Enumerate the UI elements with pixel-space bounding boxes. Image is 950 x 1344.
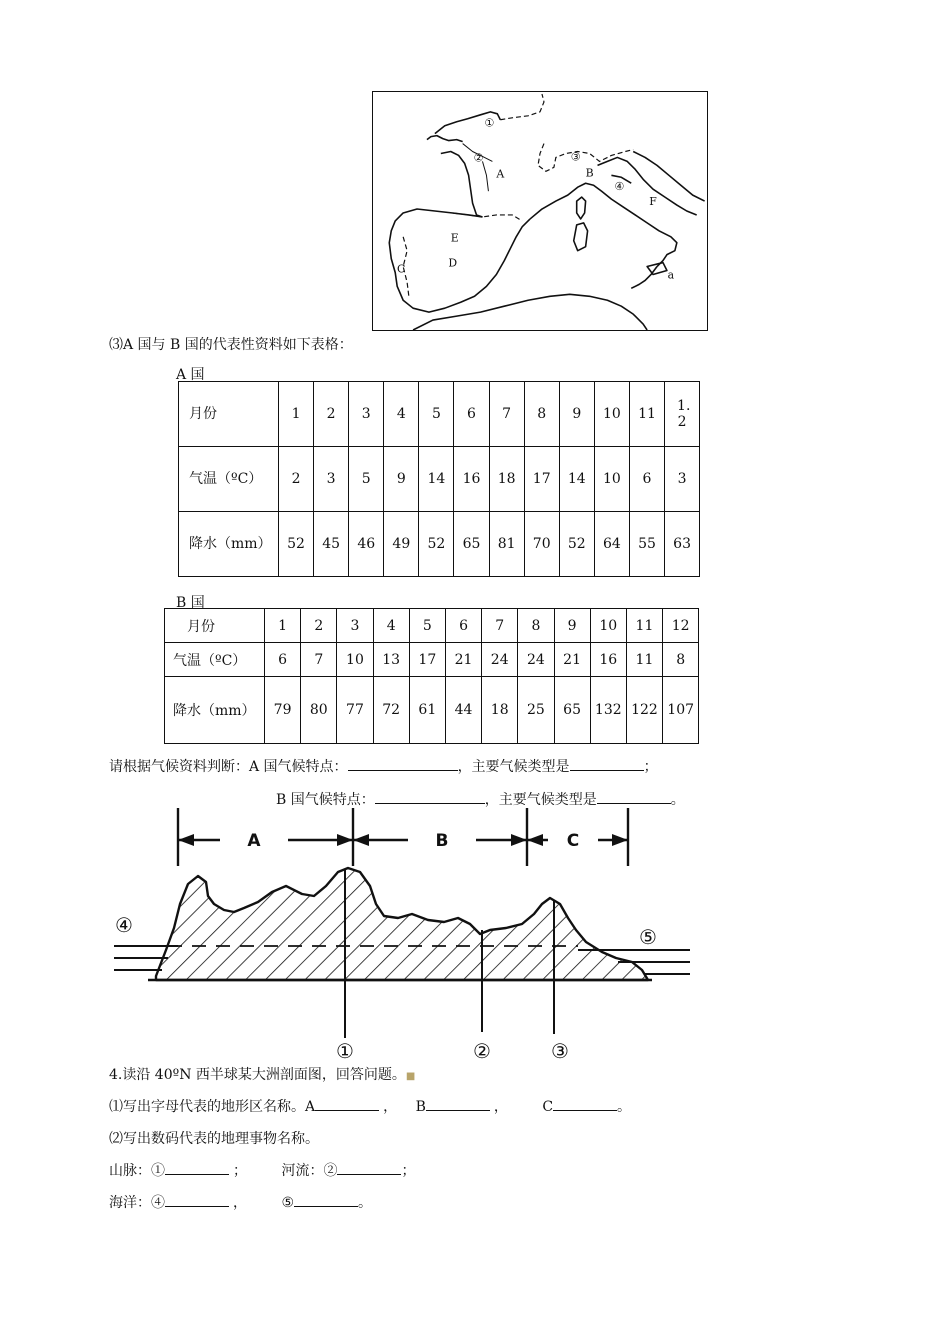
table-b-precip-cell: 18 — [482, 677, 518, 744]
table-b-precip-cell: 25 — [518, 677, 554, 744]
table-b-temp-cell: 17 — [409, 643, 445, 677]
map-label-1: ① — [484, 116, 495, 130]
table-b-month-cell: 8 — [518, 609, 554, 643]
q4-label-b: B — [415, 1099, 426, 1115]
table-a-precip-cell: 65 — [454, 512, 489, 577]
ocean-blank-4[interactable] — [165, 1192, 229, 1207]
table-b-month-label: 月份 — [165, 609, 265, 643]
table-a-month-row — [179, 382, 700, 447]
table-a-temp-cell: 9 — [384, 447, 419, 512]
q4-line-ocean — [109, 1192, 372, 1212]
table-b-precip-cell: 65 — [554, 677, 590, 744]
map-label-D: D — [448, 256, 458, 270]
table-a-temp-row — [179, 447, 700, 512]
europe-map — [372, 91, 708, 331]
ocean5-label: ⑤ — [281, 1195, 295, 1211]
profile-number-4: ④ — [115, 913, 133, 937]
map-label-2: ② — [473, 151, 484, 165]
profile-region-B: B — [435, 831, 449, 851]
table-b-precip-row — [165, 677, 699, 744]
table-a-precip-row — [179, 512, 700, 577]
table-a-month-cell: 9 — [559, 382, 594, 447]
table-a-precip-cell: 52 — [419, 512, 454, 577]
table-a-temp-cell: 16 — [454, 447, 489, 512]
table-b-month-row — [165, 609, 699, 643]
climate-a-prefix: 请根据气候资料判断：A 国气候特点： — [109, 759, 348, 775]
table-a-month-cell: 2 — [314, 382, 349, 447]
europe-map-drawing — [373, 92, 707, 330]
table-a-temp-label: 气温（ºC） — [179, 447, 279, 512]
table-b-temp-cell: 24 — [518, 643, 554, 677]
table-b-temp-cell: 11 — [626, 643, 662, 677]
table-b-month-cell: 9 — [554, 609, 590, 643]
table-a-month-cell: 10 — [594, 382, 629, 447]
table-b-title: B 国 — [176, 595, 205, 611]
table-b-month-cell: 7 — [482, 609, 518, 643]
map-label-4: ④ — [614, 180, 625, 194]
table-a-temp-cell: 3 — [665, 447, 700, 512]
mountain-blank[interactable] — [165, 1160, 229, 1175]
table-b-temp-cell: 7 — [301, 643, 337, 677]
q4-blank-b[interactable] — [426, 1096, 490, 1111]
profile-region-C: C — [566, 831, 580, 851]
q3-intro: ⑶A 国与 B 国的代表性资料如下表格： — [109, 337, 353, 353]
profile-number-3: ③ — [551, 1039, 569, 1063]
table-a-month-cell: 1 — [279, 382, 314, 447]
table-b-temp-cell: 21 — [554, 643, 590, 677]
climate-b-end: 。 — [670, 792, 685, 808]
table-b-month-cell: 4 — [373, 609, 409, 643]
q4-comma-b: ， — [493, 1099, 508, 1115]
q4-sub1 — [109, 1096, 631, 1116]
table-a-temp-cell: 14 — [559, 447, 594, 512]
river-semicolon: ； — [401, 1163, 416, 1179]
table-a-month-cell: 4 — [384, 382, 419, 447]
ocean-label: 海洋：④ — [109, 1195, 165, 1211]
table-a-month-cell: 3 — [349, 382, 384, 447]
table-b-temp-cell: 24 — [482, 643, 518, 677]
table-b-temp-cell: 21 — [445, 643, 481, 677]
river-blank[interactable] — [337, 1160, 401, 1175]
table-a-temp-cell: 6 — [629, 447, 664, 512]
table-b-precip-cell: 77 — [337, 677, 373, 744]
table-b-temp-cell: 13 — [373, 643, 409, 677]
table-b-temp-cell: 10 — [337, 643, 373, 677]
table-b-month-cell: 2 — [301, 609, 337, 643]
table-b — [164, 608, 699, 744]
ocean-comma: ， — [233, 1195, 247, 1211]
q4-sub1-prefix: ⑴写出字母代表的地形区名称。A — [109, 1099, 316, 1115]
table-b-month-cell: 5 — [409, 609, 445, 643]
table-a-precip-label: 降水（mm） — [179, 512, 279, 577]
q4-line-mountain-river — [109, 1160, 415, 1180]
table-a-temp-cell: 2 — [279, 447, 314, 512]
table-a-month-cell: 1.2 — [665, 382, 700, 447]
table-b-precip-cell: 80 — [301, 677, 337, 744]
table-b-precip-cell: 132 — [590, 677, 626, 744]
table-a-precip-cell: 63 — [665, 512, 700, 577]
river-label: 河流：② — [281, 1163, 338, 1179]
climate-a-type-blank[interactable] — [570, 756, 644, 771]
table-a-temp-cell: 18 — [489, 447, 524, 512]
table-a-month-cell: 8 — [524, 382, 559, 447]
climate-b-mid: ，主要气候类型是 — [484, 792, 597, 808]
table-b-precip-label: 降水（mm） — [165, 677, 265, 744]
map-label-a: a — [667, 268, 675, 282]
table-a-month-cell: 6 — [454, 382, 489, 447]
mountain-label: 山脉：① — [109, 1163, 165, 1179]
q4-comma-a: ， — [383, 1099, 398, 1115]
table-a-precip-cell: 81 — [489, 512, 524, 577]
profile-region-A: A — [247, 831, 261, 851]
table-a-month-label: 月份 — [179, 382, 279, 447]
table-b-month-cell: 12 — [663, 609, 699, 643]
table-a-precip-cell: 45 — [314, 512, 349, 577]
map-label-F: F — [649, 195, 657, 209]
q4-title: 4.读沿 40ºN 西半球某大洲剖面图，回答问题。■ — [109, 1067, 416, 1083]
table-b-month-cell: 10 — [590, 609, 626, 643]
map-label-3: ③ — [570, 150, 581, 164]
table-b-temp-label: 气温（ºC） — [165, 643, 265, 677]
table-a-precip-cell: 52 — [559, 512, 594, 577]
table-b-precip-cell: 107 — [663, 677, 699, 744]
table-b-month-cell: 3 — [337, 609, 373, 643]
q4-blank-a[interactable] — [315, 1096, 379, 1111]
table-a-temp-cell: 14 — [419, 447, 454, 512]
climate-b-prefix: B 国气候特点： — [276, 792, 375, 808]
table-a-temp-cell: 5 — [349, 447, 384, 512]
table-b-temp-cell: 6 — [265, 643, 301, 677]
table-a — [178, 381, 700, 577]
profile-number-2: ② — [473, 1039, 491, 1063]
q4-title-text: 4.读沿 40ºN 西半球某大洲剖面图，回答问题。 — [109, 1067, 406, 1083]
q4-end: 。 — [617, 1099, 632, 1115]
table-b-month-cell: 1 — [265, 609, 301, 643]
table-b-temp-row — [165, 643, 699, 677]
table-a-precip-cell: 52 — [279, 512, 314, 577]
table-a-temp-cell: 10 — [594, 447, 629, 512]
ocean-period: 。 — [358, 1195, 373, 1211]
map-label-C: C — [396, 262, 406, 276]
climate-a-feature-blank[interactable] — [348, 756, 458, 771]
table-a-precip-cell: 70 — [524, 512, 559, 577]
climate-line-a — [109, 756, 658, 776]
table-b-temp-cell: 16 — [590, 643, 626, 677]
table-b-precip-cell: 61 — [409, 677, 445, 744]
table-a-precip-cell: 49 — [384, 512, 419, 577]
table-a-precip-cell: 55 — [629, 512, 664, 577]
climate-a-end: ； — [643, 759, 658, 775]
mountain-semicolon: ； — [233, 1163, 247, 1179]
table-b-precip-cell: 122 — [626, 677, 662, 744]
table-b-temp-cell: 8 — [663, 643, 699, 677]
profile-drawing — [108, 800, 698, 1070]
table-a-temp-cell: 3 — [314, 447, 349, 512]
ocean-blank-5[interactable] — [294, 1192, 358, 1207]
table-b-month-cell: 6 — [445, 609, 481, 643]
table-b-precip-cell: 44 — [445, 677, 481, 744]
table-a-temp-cell: 17 — [524, 447, 559, 512]
table-a-month-cell: 11 — [629, 382, 664, 447]
map-label-A: A — [496, 167, 505, 181]
table-a-month-cell: 7 — [489, 382, 524, 447]
table-a-month-cell: 5 — [419, 382, 454, 447]
table-a-precip-cell: 64 — [594, 512, 629, 577]
profile-number-1: ① — [336, 1039, 354, 1063]
map-label-E: E — [450, 231, 459, 245]
q4-sub2: ⑵写出数码代表的地理事物名称。 — [109, 1131, 319, 1147]
table-b-precip-cell: 72 — [373, 677, 409, 744]
table-b-precip-cell: 79 — [265, 677, 301, 744]
profile-number-5: ⑤ — [639, 925, 657, 949]
q4-label-c: C — [542, 1099, 554, 1115]
table-a-title: A 国 — [176, 367, 205, 383]
q4-blank-c[interactable] — [553, 1096, 617, 1111]
map-label-B: B — [585, 166, 594, 180]
table-b-month-cell: 11 — [626, 609, 662, 643]
table-a-precip-cell: 46 — [349, 512, 384, 577]
continent-profile — [108, 800, 698, 1070]
climate-a-mid: ，主要气候类型是 — [457, 759, 570, 775]
